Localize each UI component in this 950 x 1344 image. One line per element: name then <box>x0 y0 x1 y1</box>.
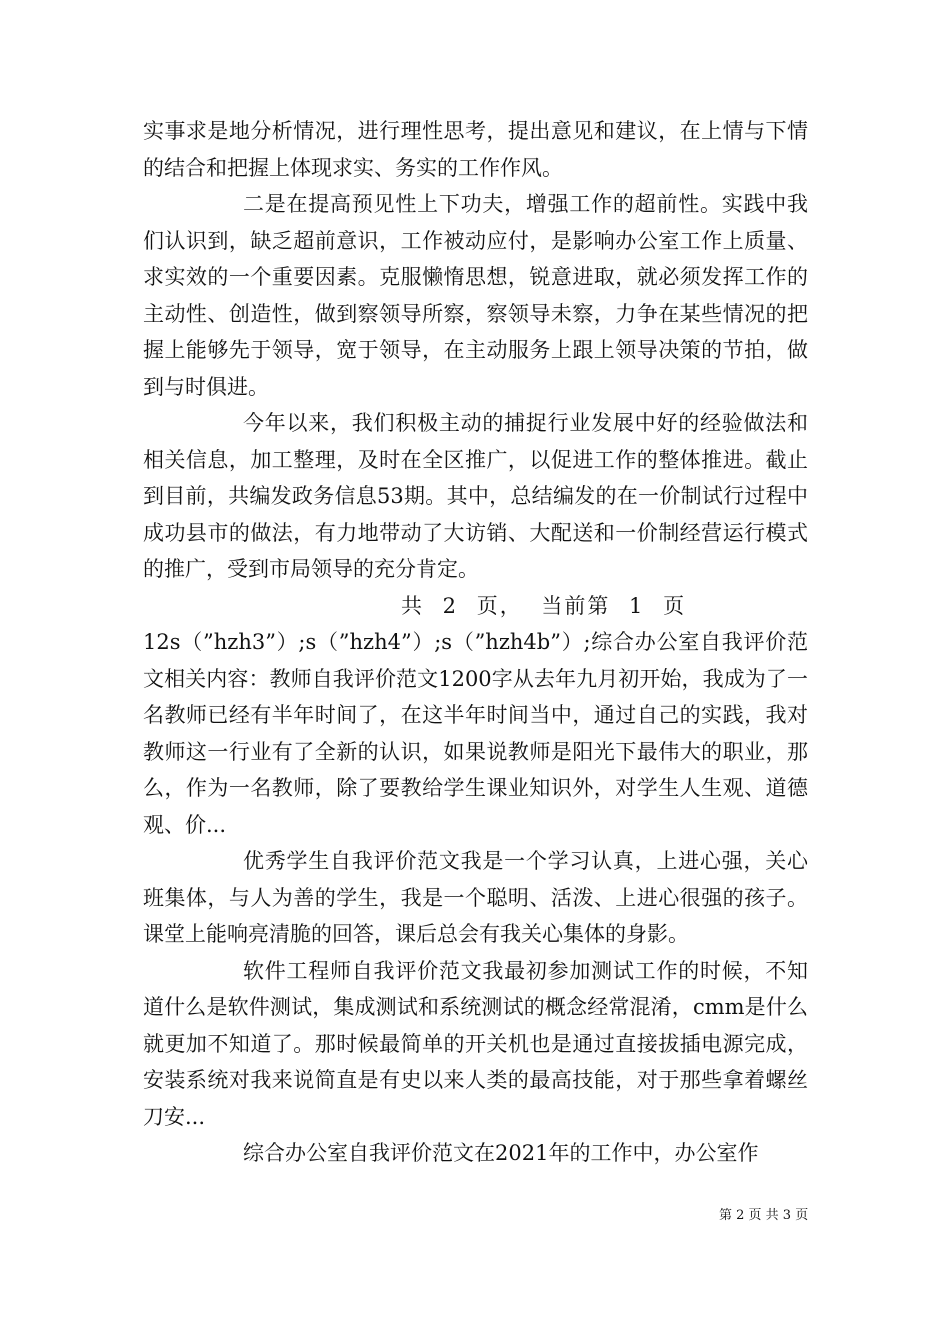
document-body <box>143 113 808 1172</box>
paragraph-2: 二是在提高预见性上下功夫，增强工作的超前性。实践中我们认识到，缺乏超前意识，工作被动应付，是影响办公室工作上质量、求实效的一个重要因素。克服懒惰思想，锐意进取，就必须发挥工作的主动性、创造性，做到察领导所察，察领导未察，力争在某些情况的把握上能够先于领导，宽于领导，在主动服务上跟上领导决策的节拍，做到与时俱进。 <box>143 192 808 399</box>
paragraph-student-eval: 优秀学生自我评价范文我是一个学习认真，上进心强，关心班集体，与人为善的学生，我是一个聪明、活泼、上进心很强的孩子。课堂上能响亮清脆的回答，课后总会有我关心集体的身影。 <box>143 849 808 946</box>
paragraph-office-eval: 综合办公室自我评价范文在2021年的工作中，办公室作 <box>243 1141 759 1165</box>
page-footer: 第 2 页 共 3 页 <box>719 1208 809 1223</box>
paragraph-engineer-eval: 软件工程师自我评价范文我最初参加测试工作的时候，不知道什么是软件测试，集成测试和系统测试的概念经常混淆，cmm是什么就更加不知道了。那时候最简单的开关机也是通过直接拔插电源完成，安装系统对我来说简直是有史以来人类的最高技能，对于那些拿着螺丝刀安... <box>143 958 808 1129</box>
paragraph-related-content: 12s（”hzh3”）;s（”hzh4”）;s（”hzh4b”）;综合办公室自我评价范文相关内容：教师自我评价范文1200字从去年九月初开始，我成为了一名教师已经有半年时间了，在这半年时间当中，通过自己的实践，我对教师这一行业有了全新的认识，如果说教师是阳光下最伟大的职业，那么，作为一名教师，除了要教给学生课业知识外，对学生人生观、道德观、价... <box>143 630 808 837</box>
page-count-line: 共 2 页， 当前第 1 页 <box>401 593 687 618</box>
paragraph-1: 实事求是地分析情况，进行理性思考，提出意见和建议，在上情与下情的结合和把握上体现求实、务实的工作作风。 <box>143 119 808 180</box>
paragraph-3: 今年以来，我们积极主动的捕捉行业发展中好的经验做法和相关信息，加工整理，及时在全区推广，以促进工作的整体推进。截止到目前，共编发政务信息53期。其中，总结编发的在一价制试行过程中成功县市的做法，有力地带动了大访销、大配送和一价制经营运行模式的推广，受到市局领导的充分肯定。 <box>143 411 808 581</box>
